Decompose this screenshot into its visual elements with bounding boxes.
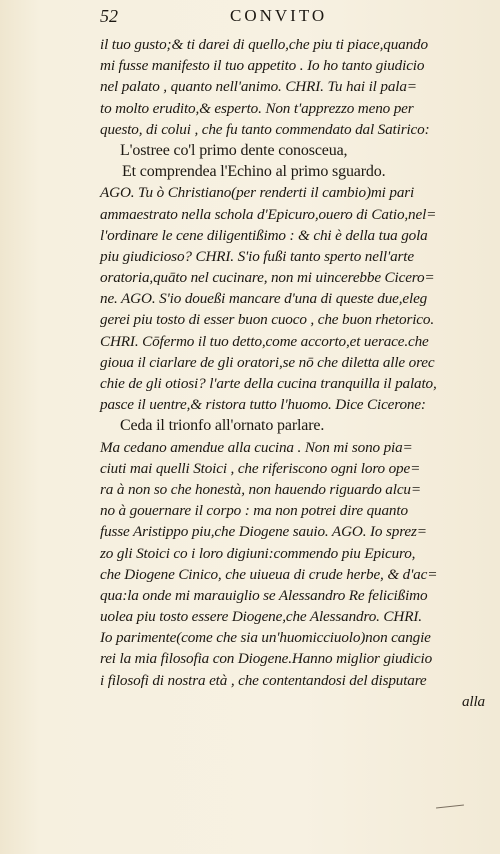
text-line: ra à non so che honestà, non hauendo riguardo alcu=: [100, 480, 421, 498]
text-line: zo gli Stoici co i loro digiuni:commendo piu Epicuro,: [100, 544, 416, 562]
text-line: piu giudicioso? CHRI. S'io fußi tanto sperto nell'arte: [100, 247, 414, 265]
verse-line: Ceda il trionfo all'ornato parlare.: [120, 417, 325, 435]
text-line: AGO. Tu ò Christiano(per renderti il cambio)mi pari: [100, 184, 415, 202]
text-line: ciuti mai quelli Stoici , che riferiscono ogni loro ope=: [100, 459, 421, 477]
text-line: chie de gli otiosi? l'arte della cucina tranquilla il palato,: [100, 375, 437, 392]
text-line: che Diogene Cinico, che uiueua di crude herbe, & d'ac=: [100, 565, 438, 583]
body-text: [100, 34, 485, 712]
text-line: gioua il ciarlare de gli oratori,se nō che diletta alle orec: [100, 353, 435, 371]
text-line: pasce il uentre,& ristora tutto l'huomo. Dice Cicerone:: [100, 396, 426, 414]
text-line: i filosofi di nostra età , che contentandosi del disputare: [100, 671, 427, 689]
text-line: oratoria,quāto nel cucinare, non mi uincerebbe Cicero=: [100, 269, 435, 287]
text-line: CHRI. Cōfermo il tuo detto,come accorto,et uerace.che: [100, 332, 429, 350]
text-line: to molto erudito,& esperto. Non t'apprezzo meno per: [100, 99, 414, 117]
text-line: alla: [461, 692, 485, 710]
verse-line: Et comprendea l'Echino al primo sguardo.: [122, 163, 386, 181]
text-line: Io parimente(come che sia un'huomicciuolo)non cangie: [100, 629, 431, 647]
text-line: fusse Aristippo piu,che Diogene sauio. AGO. Io sprez=: [100, 523, 427, 541]
text-line: gerei piu tosto di esser buon cuoco , che buon rhetorico.: [100, 311, 434, 329]
text-line: questo, di colui , che fu tanto commendato dal Satirico:: [100, 120, 430, 138]
text-line: l'ordinare le cene diligentißimo : & chi è della tua gola: [100, 226, 428, 244]
text-line: no à gouernare il corpo : ma non potrei dire quanto: [100, 502, 408, 520]
text-line: qua:la onde mi marauiglio se Alessandro Re felicißimo: [100, 586, 428, 604]
running-title: CONVITO: [230, 6, 328, 25]
running-head: [100, 6, 480, 28]
page-number: 52: [100, 6, 118, 26]
text-line: nel palato , quanto nell'animo. CHRI. Tu hai il pala=: [100, 78, 417, 96]
text-line: uolea piu tosto essere Diogene,che Alessandro. CHRI.: [100, 608, 422, 626]
text-line: mi fusse manifesto il tuo appetito . Io ho tanto giudicio: [100, 57, 425, 75]
text-line: Ma cedano amendue alla cucina . Non mi sono pia=: [100, 438, 413, 456]
ink-mark: [436, 805, 464, 809]
verse-line: L'ostree co'l primo dente conosceua,: [120, 141, 348, 159]
text-line: ammaestrato nella schola d'Epicuro,ouero di Catio,nel=: [100, 205, 437, 223]
text-line: rei la mia filosofia con Diogene.Hanno miglior giudicio: [100, 650, 433, 668]
text-line: ne. AGO. S'io doueßi mancare d'una di queste due,eleg: [100, 290, 428, 308]
text-line: il tuo gusto;& ti darei di quello,che piu ti piace,quando: [100, 36, 428, 53]
